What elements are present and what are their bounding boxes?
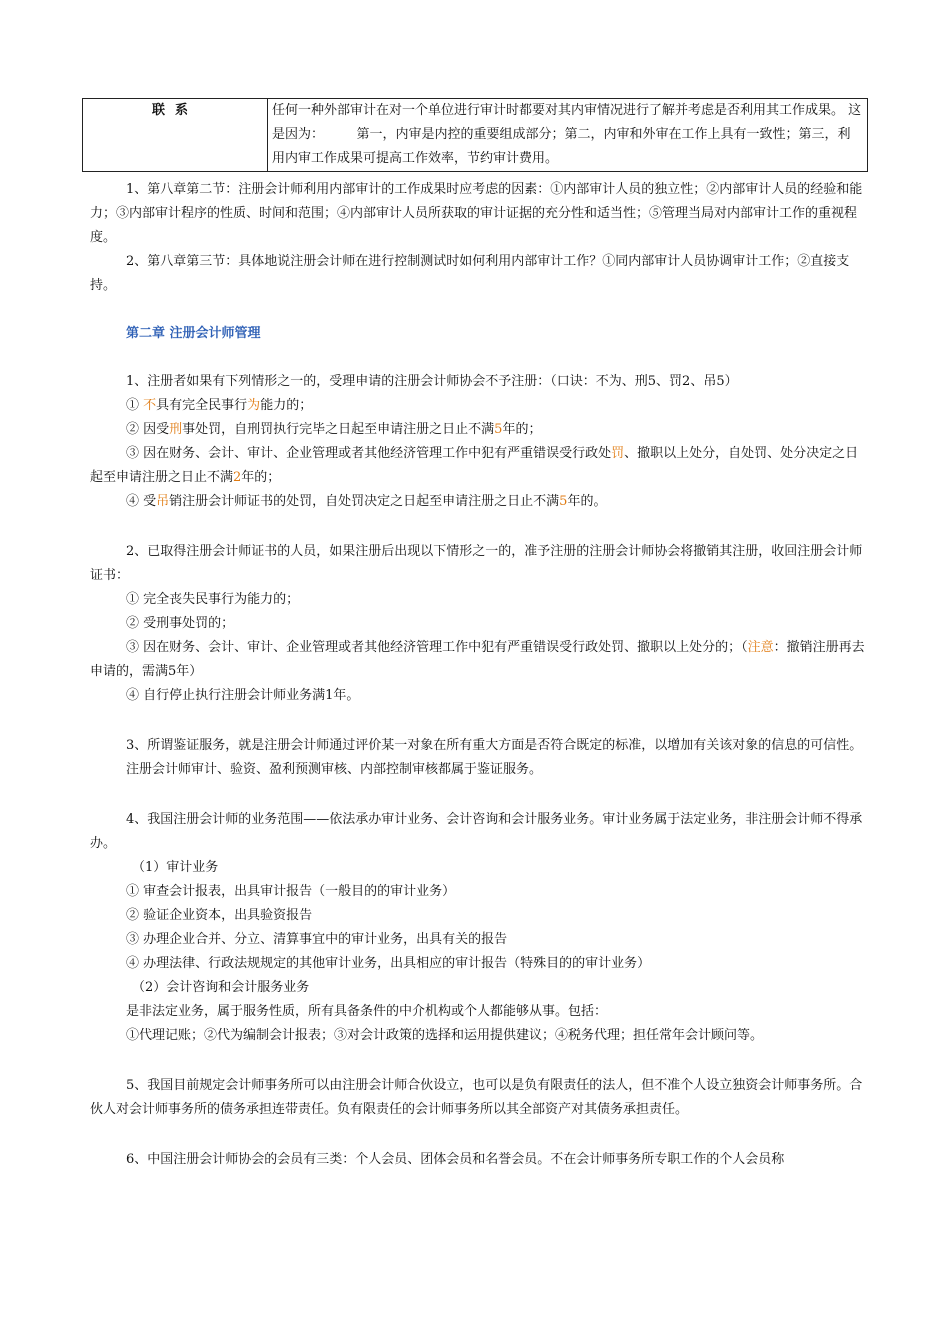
paragraph: 1、第八章第二节：注册会计师利用内部审计的工作成果时应考虑的因素：①内部审计人员的独立性；②内部审计人员的经验和能力；③内部审计程序的性质、时间和范围；④内部审计人员所获取的审计证据的充分性和适当性；⑤管理当局对内部审计工作的重视程度。 (90, 182, 863, 245)
document-body (90, 178, 868, 1172)
paragraph: 4、我国注册会计师的业务范围——依法承办审计业务、会计咨询和会计服务业务。审计业务属于法定业务，非注册会计师不得承办。 (90, 812, 863, 851)
table-row (83, 99, 868, 172)
paragraph: 1、注册者如果有下列情形之一的，受理申请的注册会计师协会不予注册：（口诀：不为、刑5、罚2、吊5） (126, 374, 738, 389)
list-item: ② 因受刑事处罚，自刑罚执行完毕之日起至申请注册之日止不满5年的； (126, 422, 542, 437)
list-item: ④ 办理法律、行政法规规定的其他审计业务，出具相应的审计报告（特殊目的的审计业务） (126, 956, 651, 971)
paragraph: 5、我国目前规定会计师事务所可以由注册会计师合伙设立，也可以是负有限责任的法人，但不准个人设立独资会计师事务所。合伙人对会计师事务所的债务承担连带责任。负有限责任的会计师事务所以其全部资产对其债务承担责任。 (90, 1078, 863, 1117)
list-item: ③ 因在财务、会计、审计、企业管理或者其他经济管理工作中犯有严重错误受行政处罚、撤职以上处分的；（注意：撤销注册再去申请的，需满5年） (90, 640, 865, 679)
highlight-text: 不 (143, 398, 157, 413)
subheading: （1）审计业务 (132, 860, 219, 875)
highlight-text: 罚 (611, 446, 625, 461)
paragraph: 6、中国注册会计师协会的会员有三类：个人会员、团体会员和名誉会员。不在会计师事务所专职工作的个人会员称 (126, 1152, 785, 1167)
list-item: ④ 自行停止执行注册会计师业务满1年。 (126, 688, 360, 703)
table-label-cell: 联系 (83, 99, 268, 172)
subheading: （2）会计咨询和会计服务业务 (132, 980, 310, 995)
highlight-text: 注意 (747, 640, 774, 655)
table-text-cell: 任何一种外部审计在对一个单位进行审计时都要对其内审情况进行了解并考虑是否利用其工作成果。 这是因为： 第一，内审是内控的重要组成部分；第二，内审和外审在工作上具有一致性；第三，利用内审工作成果可提高工作效率，节约审计费用。 (268, 99, 868, 172)
highlight-text: 刑 (169, 422, 183, 437)
paragraph: 2、已取得注册会计师证书的人员，如果注册后出现以下情形之一的，准予注册的注册会计师协会将撤销其注册，收回注册会计师证书： (90, 544, 863, 583)
highlight-text: 2 (233, 470, 242, 485)
list-item: ② 验证企业资本，出具验资报告 (126, 908, 313, 923)
highlight-text: 5 (559, 494, 568, 509)
paragraph: 2、第八章第三节：具体地说注册会计师在进行控制测试时如何利用内部审计工作？①同内部审计人员协调审计工作；②直接支持。 (90, 254, 850, 293)
list-item: ④ 受吊销注册会计师证书的处罚，自处罚决定之日起至申请注册之日止不满5年的。 (126, 494, 607, 509)
paragraph: 是非法定业务，属于服务性质，所有具备条件的中介机构或个人都能够从事。包括： (126, 1004, 608, 1019)
paragraph: 注册会计师审计、验资、盈利预测审核、内部控制审核都属于鉴证服务。 (126, 762, 543, 777)
list-item: ① 完全丧失民事行为能力的； (126, 592, 300, 607)
list-item: ① 审查会计报表，出具审计报告（一般目的的审计业务） (126, 884, 456, 899)
highlight-text: 吊 (156, 494, 170, 509)
chapter-heading: 第二章 注册会计师管理 (126, 326, 261, 341)
relation-table (82, 98, 868, 172)
highlight-text: 5 (494, 422, 503, 437)
paragraph: ①代理记账；②代为编制会计报表；③对会计政策的选择和运用提供建议；④税务代理；担任常年会计顾问等。 (126, 1028, 764, 1043)
paragraph: 3、所谓鉴证服务，就是注册会计师通过评价某一对象在所有重大方面是否符合既定的标准，以增加有关该对象的信息的可信性。 (126, 738, 863, 753)
highlight-text: 为 (247, 398, 261, 413)
list-item: ② 受刑事处罚的； (126, 616, 235, 631)
list-item: ① 不具有完全民事行为能力的； (126, 398, 313, 413)
list-item: ③ 办理企业合并、分立、清算事宜中的审计业务，出具有关的报告 (126, 932, 508, 947)
list-item: ③ 因在财务、会计、审计、企业管理或者其他经济管理工作中犯有严重错误受行政处罚、撤职以上处分，自处罚、处分决定之日起至申请注册之日止不满2年的； (90, 446, 859, 485)
